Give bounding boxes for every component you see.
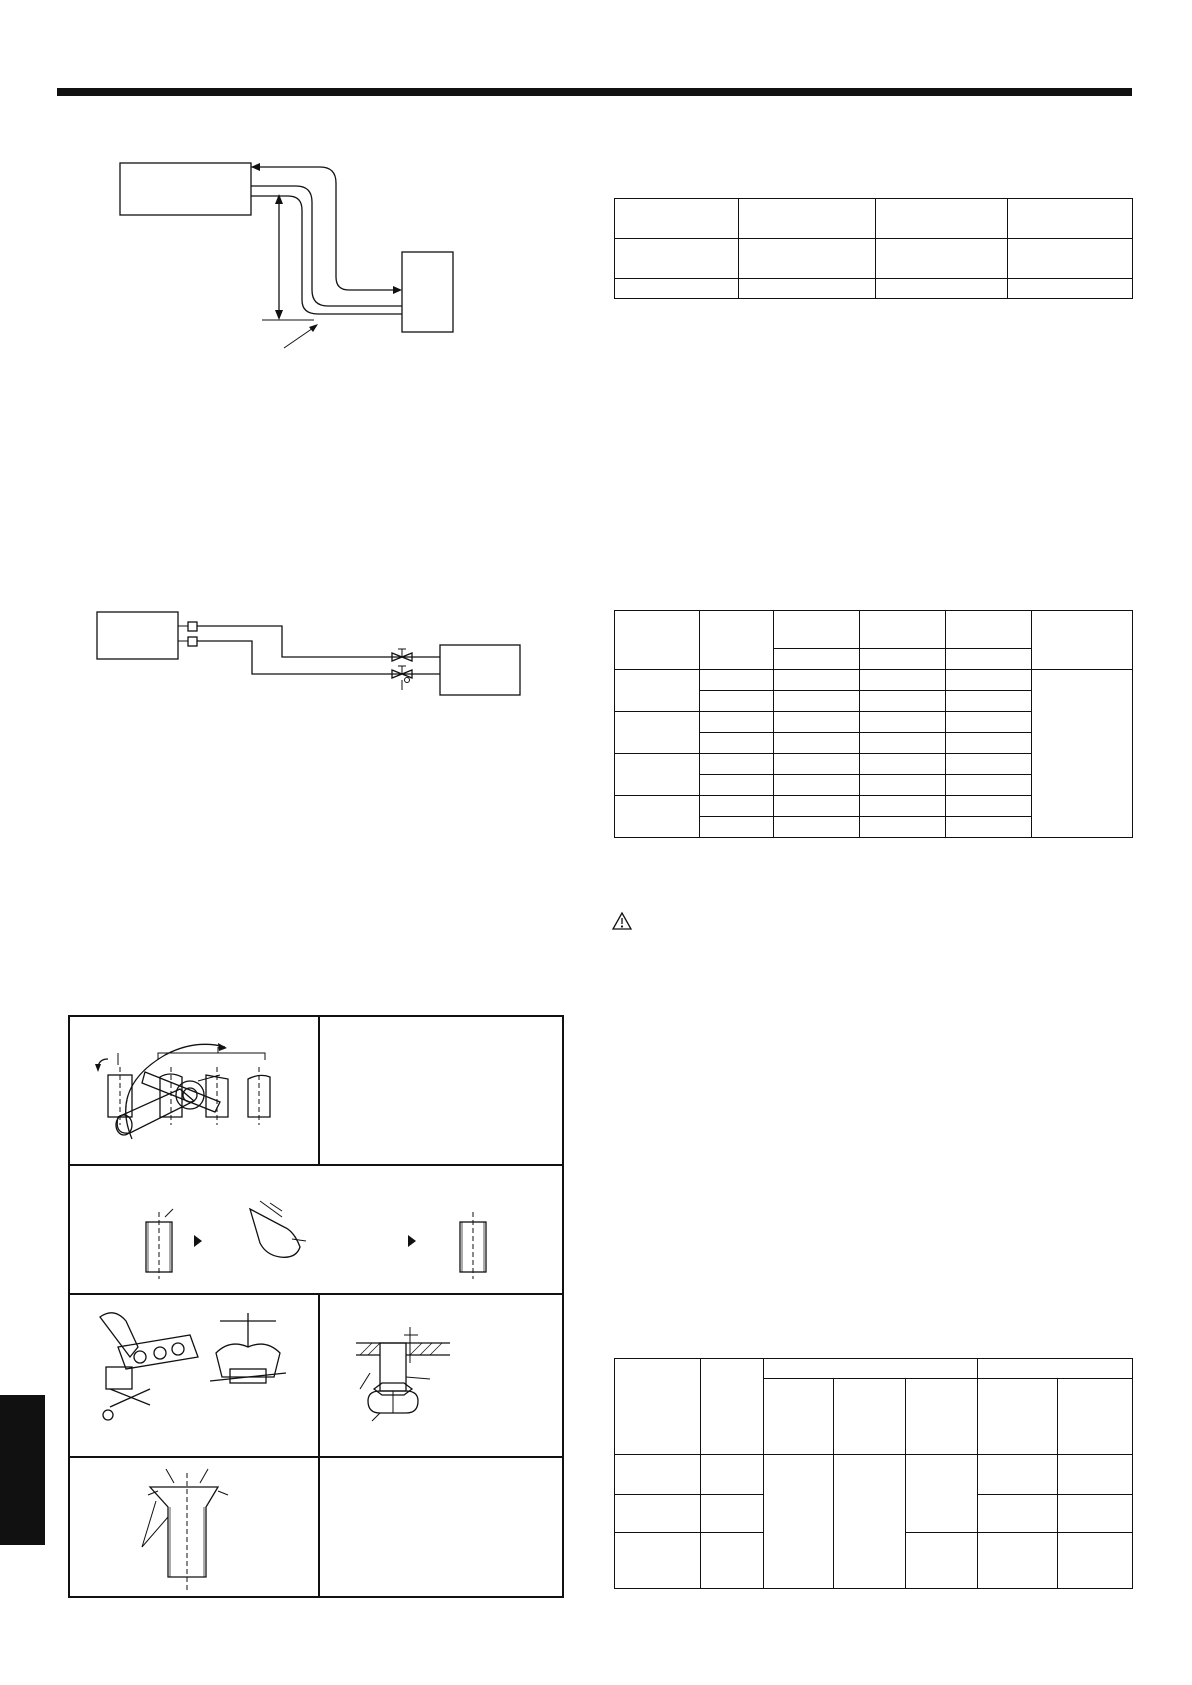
table-cell [764,1379,834,1455]
table-cell [615,1495,701,1533]
table-cell [860,775,946,796]
table-cell [906,1533,978,1589]
table-cell [978,1359,1133,1379]
table-cell [860,670,946,691]
table-cell [860,649,946,670]
flare-nut-drawing [356,1327,450,1421]
table-cell [946,775,1032,796]
table-cell [946,649,1032,670]
table-cell [1058,1379,1133,1455]
table-cell [701,1359,764,1455]
table-cell [946,733,1032,754]
table-cell [615,670,700,712]
table-cell [700,754,774,775]
table-cell [946,691,1032,712]
pipe-outer [251,186,402,306]
table-cell [860,796,946,817]
table-cell [1008,239,1133,279]
table-cell [860,754,946,775]
table-cell [700,712,774,733]
table-cell [774,611,860,649]
table-cell [946,611,1032,649]
table-cell [615,279,739,299]
flared-pipe-drawing [142,1469,228,1592]
table-cell [946,754,1032,775]
pipe-size-table [614,610,1133,838]
table-cell [978,1379,1058,1455]
table-cell [774,733,860,754]
table-cell [774,796,860,817]
table-cell [860,817,946,838]
table-cell [1008,279,1133,299]
flaring-tool-drawing [100,1313,286,1420]
table-cell [700,670,774,691]
table-cell [946,796,1032,817]
table-cell [1058,1533,1133,1589]
table-cell [860,611,946,649]
table-cell [615,1533,701,1589]
table-cell [860,733,946,754]
outdoor-unit-box-2 [440,645,520,695]
table-cell [615,1455,701,1495]
table-cell [701,1533,764,1589]
table-cell [700,775,774,796]
pipe-end-variants [95,1047,270,1125]
table-cell [764,1359,978,1379]
table-cell [834,1379,906,1455]
table-cell [615,199,739,239]
pipe-inner [251,196,402,314]
table-cell [906,1455,978,1533]
table-cell [615,712,700,754]
valve-connection-diagram [0,600,560,710]
indoor-unit-box-2 [97,612,178,659]
table-cell [615,796,700,838]
table-cell [774,670,860,691]
table-cell [774,712,860,733]
outdoor-unit-box [402,252,453,332]
arrow-to-indoor [251,163,260,171]
table-cell [860,712,946,733]
table-cell [700,733,774,754]
deburr-drawing [146,1201,486,1279]
table-cell [774,817,860,838]
indoor-unit-box [120,163,251,215]
table-cell [1058,1495,1133,1533]
table-cell [615,611,700,670]
table-cell [774,691,860,712]
table-cell [876,199,1008,239]
table-cell [876,279,1008,299]
table-cell [701,1455,764,1495]
arrow-to-outdoor [393,286,402,294]
table-cell [615,1359,701,1455]
table-cell [739,199,876,239]
table-cell [978,1495,1058,1533]
table-cell [774,775,860,796]
table-cell [774,649,860,670]
table-cell [739,239,876,279]
flare-dimension-table [614,1358,1133,1589]
table-cell [1008,199,1133,239]
table-cell [860,691,946,712]
table-cell [876,239,1008,279]
pipe-length-table [614,198,1133,299]
table-cell [946,712,1032,733]
table-cell [701,1495,764,1533]
table-cell [700,691,774,712]
table-cell [739,279,876,299]
table-cell [615,239,739,279]
table-cell [615,754,700,796]
table-cell [946,817,1032,838]
figure-drawings [70,1017,566,1600]
table-cell [1032,611,1133,670]
flaring-procedure-figure [68,1015,564,1598]
piping-height-diagram [0,0,560,360]
section-tab [0,1395,45,1545]
table-cell [1032,670,1133,838]
table-cell [700,817,774,838]
table-cell [946,670,1032,691]
table-cell [1058,1455,1133,1495]
table-cell [700,796,774,817]
warning-triangle-icon [612,912,632,930]
table-cell [978,1455,1058,1495]
table-cell [906,1379,978,1455]
table-cell [834,1455,906,1589]
table-cell [978,1533,1058,1589]
table-cell [774,754,860,775]
table-cell [764,1455,834,1589]
table-cell [700,611,774,670]
